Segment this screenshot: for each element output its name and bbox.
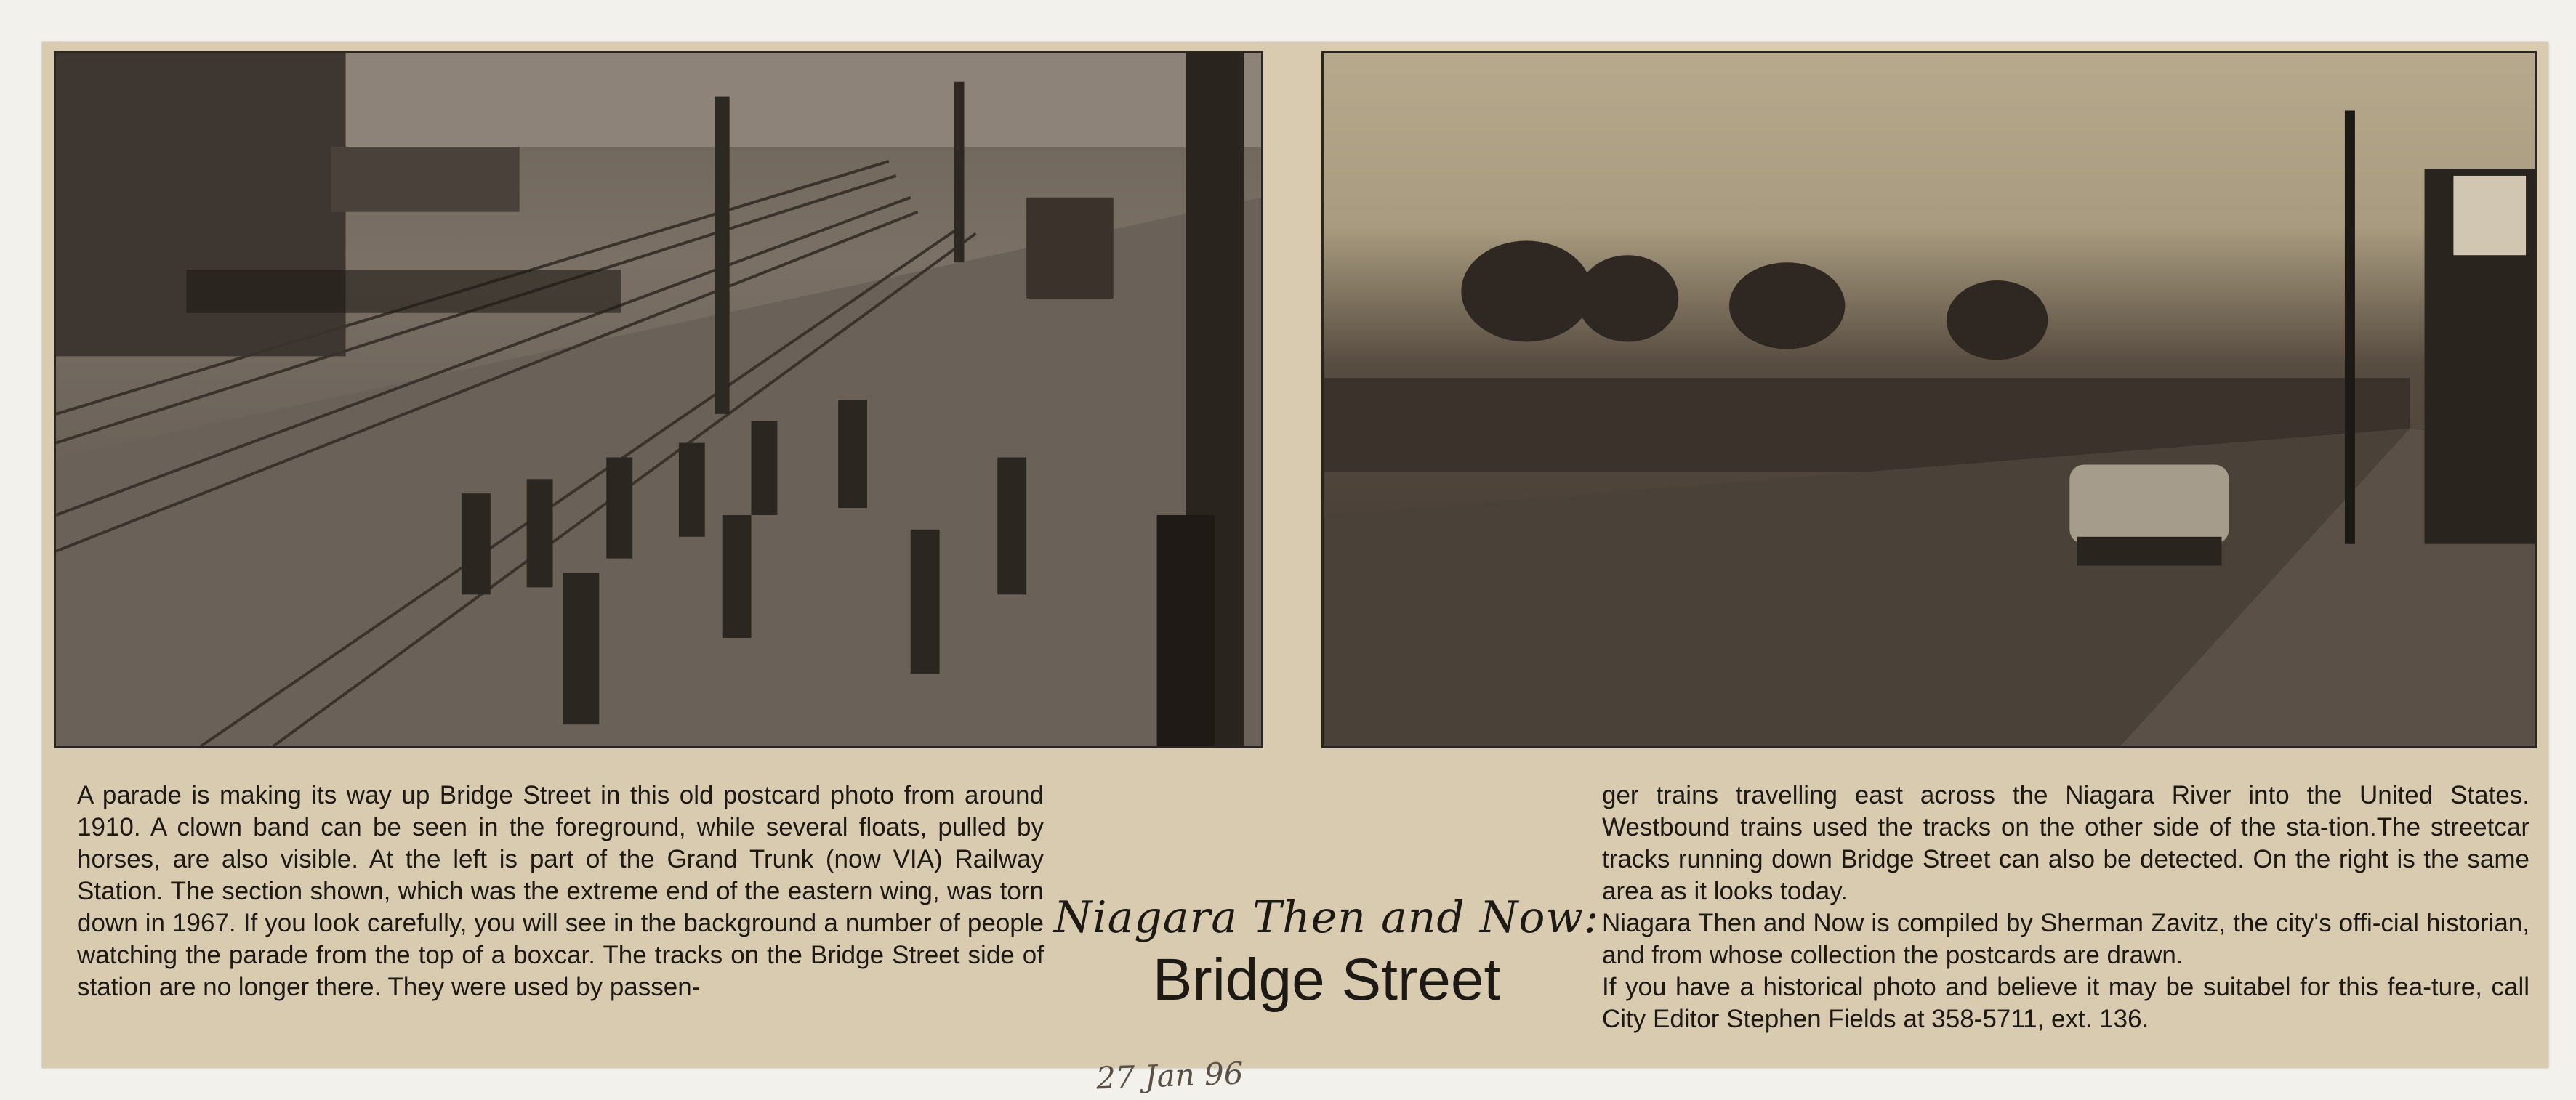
caption-paragraph: If you have a historical photo and believe it may be suitabel for this fea-ture, call City Editor Stephen Fields at 358-5711, ext. 136. [1602,973,2529,1033]
telegraph-pole [715,97,730,414]
modern-photo-illustration [1324,53,2535,746]
street-light-pole [2345,111,2355,544]
modern-street-photo [1321,51,2537,748]
headline: Bridge Street [1152,947,1501,1013]
boxcar [331,147,520,211]
caption-right-column [1602,780,2529,1035]
historic-parade-photo [54,51,1263,748]
series-title: Niagara Then and Now: [1053,892,1600,943]
parade-photo-illustration [56,53,1261,746]
feature-title-block [1039,892,1614,1014]
caption-paragraph: ger trains travelling east across the Niagara River into the United States. Westbound trains used the tracks on the other side of the sta-tion.The streetcar tracks running down Bridge Street can also be detected. On the right is the same area as it looks today. [1602,781,2529,905]
bare-trees [1461,240,2048,360]
parked-car [2069,464,2229,543]
newspaper-clipping [42,42,2548,1096]
caption-paragraph: Niagara Then and Now is compiled by Sherman Zavitz, the city's offi-cial historian, and from whose collection the postcards are drawn. [1602,909,2529,969]
building-sign [2453,176,2526,255]
caption-paragraph: A parade is making its way up Bridge Street in this old postcard photo from around 1910. A clown band can be seen in the foreground, while several floats, pulled by horses, are also visible. At the left is part of the Grand Trunk (now VIA) Railway Station. The section shown, which was the extreme end of the eastern wing, was torn down in 1967. If you look carefully, you will see in the background a number of people watching the parade from the top of a boxcar. The tracks on the Bridge Street side of station are no longer there. They were used by passen- [77,781,1044,1001]
caption-left-column [77,780,1044,1003]
horse-float [1026,198,1114,299]
handwritten-date: 27 Jan 96 [1095,1055,1244,1096]
